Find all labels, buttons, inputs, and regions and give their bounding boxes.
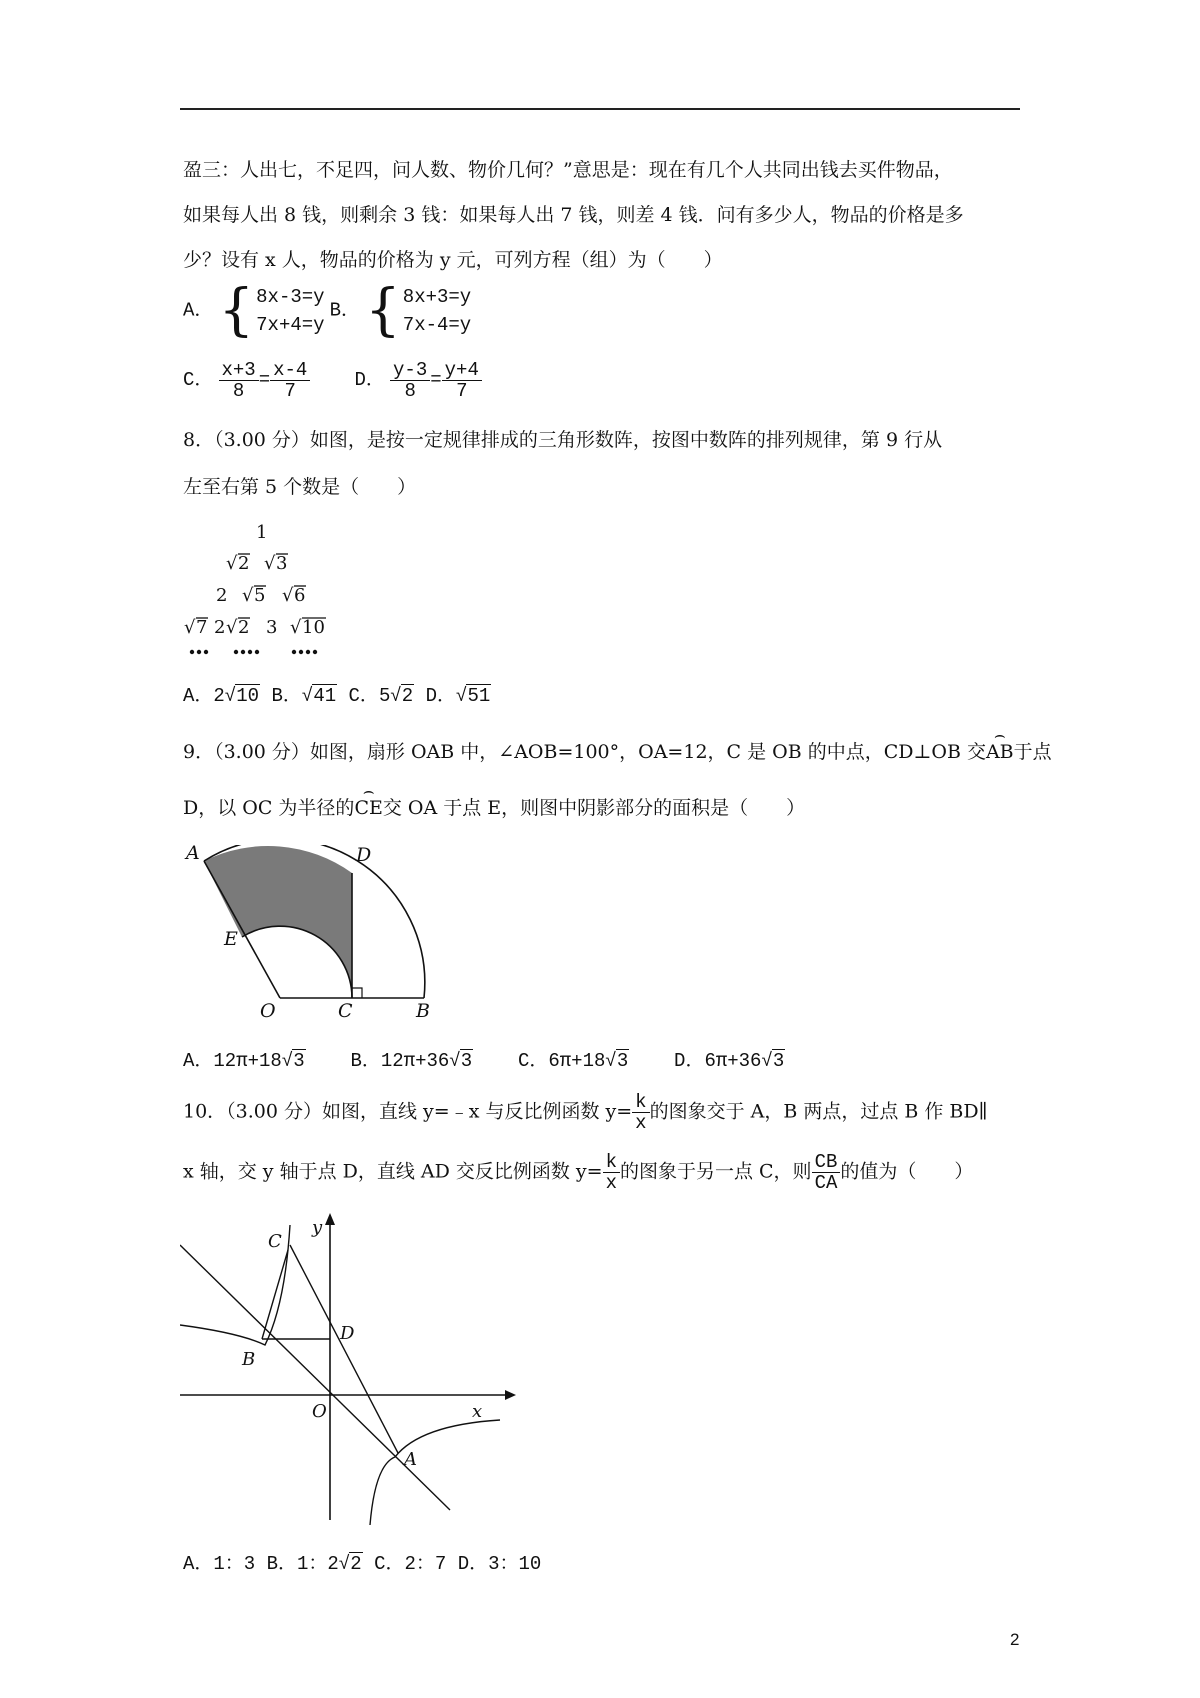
q9-line-2-post: 交 OA 于点 E，则图中阴影部分的面积是（ ）: [382, 797, 806, 819]
q8-option-d-label: D．: [425, 685, 456, 707]
q9-sector-figure: [180, 845, 440, 1020]
q9-label-a: A: [186, 845, 200, 864]
q8-option-c-label: C．: [348, 685, 379, 707]
tri-r4b-coef: 2: [214, 617, 226, 638]
q9-line-2-pre: D，以 OC 为半径的: [183, 797, 355, 819]
q9-line-2: [183, 793, 805, 823]
q8-option-a-label: A．: [183, 685, 214, 707]
q10-label-a: A: [404, 1449, 417, 1470]
q9-label-e: E: [224, 928, 238, 950]
tri-r1: 1: [256, 522, 268, 543]
svg-text:√: √: [184, 617, 196, 638]
page-number: 2: [1010, 1630, 1020, 1649]
q10-frac-kx-2: $\frac{k}{x}$: [603, 1152, 620, 1193]
q10-line-2-post: 的值为（ ）: [840, 1160, 974, 1183]
q10-line-2: [183, 1152, 973, 1193]
q9-option-d-value: 6π+36: [704, 1050, 762, 1072]
q8-option-c-radicand: 2: [401, 685, 414, 707]
q9-line-1: [183, 737, 1052, 767]
q10-line-ad: [290, 1245, 398, 1453]
q10-option-b: B．1：2: [266, 1553, 339, 1575]
q10-frac-kx-1: $\frac{k}{x}$: [632, 1092, 649, 1133]
q7-line-2: 如果每人出 8 钱，则剩余 3 钱：如果每人出 7 钱，则差 4 钱．问有多少人，物品的价格是多: [183, 204, 964, 226]
q9-option-a-value: 12π+18: [213, 1050, 282, 1072]
tri-r3a: 2: [216, 585, 228, 606]
q7-option-d-frac1: $\frac{y-3}{8}$: [390, 360, 430, 401]
q9-option-d-radicand: 3: [772, 1050, 785, 1072]
tri-r2-rad2: √: [264, 553, 276, 574]
q9-shaded-region: [204, 846, 352, 998]
q10-label-c: C: [268, 1231, 282, 1252]
q8-option-d-radicand: 51: [467, 685, 491, 707]
q9-arc-ab: ⌢ AB: [986, 737, 1014, 767]
q7-option-c-frac1: $\frac{x+3}{8}$: [219, 360, 259, 401]
q7-option-c-equals: =: [258, 369, 271, 391]
q10-segment-bc: [262, 1250, 288, 1339]
tri-r2a: 2: [238, 553, 250, 574]
q9-option-a-radicand: 3: [293, 1050, 305, 1072]
q10-x-arrow: [505, 1390, 516, 1400]
q9-option-c-label: C．: [517, 1050, 549, 1072]
q10-line-2-pre: x 轴，交 y 轴于点 D，直线 AD 交反比例函数 y=: [183, 1160, 603, 1183]
tri-r4a: 7: [196, 617, 208, 638]
q7-option-d-label: D．: [354, 369, 385, 391]
tri-dots: [190, 650, 317, 654]
q7-option-c-label: C．: [183, 369, 214, 391]
q10-line-2-mid: 的图象于另一点 C，则: [619, 1160, 812, 1183]
tri-r2-rad1: √: [226, 553, 238, 574]
q9-label-c: C: [338, 1000, 353, 1020]
q10-option-b-radicand: 2: [350, 1553, 362, 1575]
q10-line-1-post: 的图象交于 A，B 两点，过点 B 作 BD∥: [649, 1100, 988, 1123]
q7-option-d-equals: =: [430, 369, 442, 391]
q10-frac-cb-ca: $\frac{CB}{CA}$: [812, 1152, 841, 1193]
q7-option-d-frac2: $\frac{y+4}{7}$: [442, 360, 482, 401]
q10-label-x: x: [472, 1401, 483, 1422]
q7-option-a-eq1: 8x-3=y: [256, 286, 325, 308]
q9-arc-ce: ⌢ CE: [354, 793, 382, 823]
tri-r4b: 2: [238, 617, 250, 638]
q10-label-d: D: [340, 1323, 355, 1344]
q7-option-b-system: { 8x+3=y 7x-4=y: [365, 278, 472, 343]
q8-number-triangle-figure: [180, 520, 360, 660]
q9-label-d: D: [356, 845, 372, 866]
q7-option-b-eq1: 8x+3=y: [402, 286, 472, 308]
q8-option-b-radicand: 41: [313, 685, 337, 707]
tri-r3c: 6: [294, 585, 306, 606]
q9-line-1-post: 于点: [1013, 741, 1052, 763]
svg-text:√: √: [226, 617, 238, 638]
q9-options: A．12π+18√3 B．12π+36√3 C．6π+18√3 D．6π+36√3: [183, 1050, 785, 1072]
q7-line-1: 盈三：人出七，不足四，问人数、物价几何？”意思是：现在有几个人共同出钱去买件物品，: [183, 159, 953, 181]
q9-label-o: O: [260, 1000, 276, 1020]
q7-options-ab: [183, 278, 472, 343]
q9-option-d-label: D．: [674, 1050, 705, 1072]
q10-options: A．1：3 B．1：2√2 C．2：7 D．3：10: [183, 1553, 542, 1575]
q9-option-b-label: B．: [350, 1050, 381, 1072]
header-rule: [180, 108, 1020, 110]
q7-option-a-eq2: 7x+4=y: [256, 314, 325, 336]
q8-option-c-coef: 5: [378, 685, 391, 707]
q9-option-c-radicand: 3: [616, 1050, 629, 1072]
q8-option-a-radicand: 10: [236, 685, 260, 707]
q7-line-3: 少？设有 x 人，物品的价格为 y 元，可列方程（组）为（ ）: [183, 249, 723, 271]
q7-option-a-label: A．: [183, 299, 214, 322]
q10-option-a: A．1：3: [183, 1553, 256, 1575]
q10-option-c: C．2：7: [374, 1553, 447, 1575]
q10-line-1: [183, 1092, 987, 1133]
q7-option-b-eq2: 7x-4=y: [402, 314, 472, 336]
q7-option-c-frac2: $\frac{x-4}{7}$: [270, 360, 310, 401]
q7-options-cd: [183, 360, 482, 401]
q10-label-y: y: [312, 1217, 323, 1238]
tri-r4d: 10: [302, 617, 325, 638]
q9-option-c-value: 6π+18: [548, 1050, 606, 1072]
q8-option-b-label: B．: [271, 685, 302, 707]
q10-line-1-pre: 10．（3.00 分）如图，直线 y=﹣x 与反比例函数 y=: [183, 1100, 633, 1123]
q10-y-arrow: [325, 1213, 335, 1225]
q9-option-a-label: A．: [183, 1050, 214, 1072]
tri-r4c: 3: [266, 617, 278, 638]
q9-line-1-pre: 9．（3.00 分）如图，扇形 OAB 中，∠AOB=100°，OA=12，C 是 OB 的中点，CD⊥OB 交: [183, 741, 986, 763]
tri-r2b: 3: [276, 553, 288, 574]
q10-option-d: D．3：10: [457, 1553, 542, 1575]
q8-line-2: 左至右第 5 个数是（ ）: [183, 476, 417, 498]
q10-graph-figure: [180, 1205, 520, 1525]
svg-text:√: √: [242, 585, 254, 606]
q8-options: A．2√10 B．√41 C．5√2 D．√51: [183, 685, 491, 707]
q8-option-a-coef: 2: [213, 685, 225, 707]
q9-option-b-radicand: 3: [460, 1050, 473, 1072]
svg-text:√: √: [282, 585, 294, 606]
q10-line-y-neg-x: [180, 1245, 450, 1510]
q9-label-b: B: [416, 1000, 430, 1020]
q7-option-a-system: { 8x-3=y 7x+4=y: [218, 278, 325, 343]
q7-option-b-label: B．: [329, 299, 361, 322]
q8-line-1: 8．（3.00 分）如图，是按一定规律排成的三角形数阵，按图中数阵的排列规律，第 9 行从: [183, 429, 943, 451]
svg-text:√: √: [290, 617, 302, 638]
q10-label-b: B: [242, 1349, 256, 1370]
q9-option-b-value: 12π+36: [380, 1050, 450, 1072]
q10-label-o: O: [312, 1401, 327, 1422]
tri-r3b: 5: [254, 585, 266, 606]
